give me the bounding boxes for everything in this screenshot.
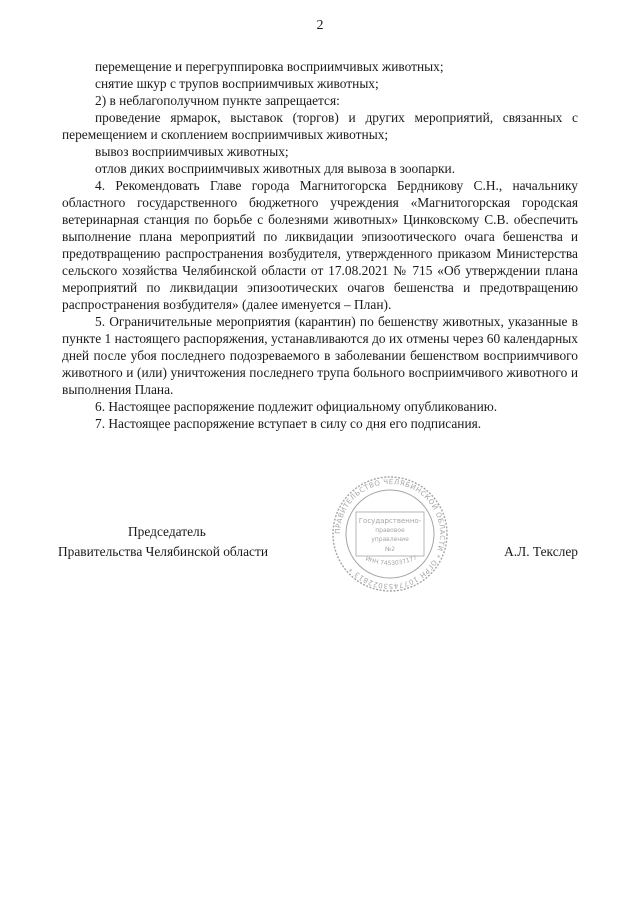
seal-inner-line1: Государственно- [358, 517, 422, 525]
document-body [62, 58, 578, 432]
text-line: 2) в неблагополучном пункте запрещается: [95, 93, 340, 108]
seal-inner-line2: правовое [375, 527, 405, 534]
seal-bottom-text: ИНН 7453037177 [364, 554, 419, 568]
paragraph-6: 6. Настоящее распоряжение подлежит официальному опубликованию. [95, 399, 498, 414]
signer-name: А.Л. Текслер [504, 544, 578, 559]
official-seal-stamp [328, 474, 452, 594]
signer-title-line2: Правительства Челябинской области [58, 544, 268, 559]
paragraph-7: 7. Настоящее распоряжение вступает в силу со дня его подписания. [95, 416, 482, 431]
seal-inner-line4: №2 [384, 546, 396, 553]
page-number: 2 [316, 18, 324, 33]
signer-title-line1: Председатель [128, 524, 206, 539]
seal-inner-line3: управление [371, 536, 409, 543]
signature-block [58, 523, 578, 613]
text-line: перемещение и перегруппировка восприимчивых животных; [95, 59, 444, 74]
text-line: отлов диких восприимчивых животных для вывоза в зоопарки. [95, 161, 456, 176]
text-line: вывоз восприимчивых животных; [95, 144, 289, 159]
paragraph-4: 4. Рекомендовать Главе города Магнитогорска Бердникову С.Н., начальнику областного государственного бюджетного учреждения «Магнитогорская городская ветеринарная станция по борьбе с болезнями животных» Цинковскому С.В. обеспечить выполнение плана мероприятий по ликвидации эпизоотического очага бешенства и предотвращению распространения возбудителя, утвержденного приказом Министерства сельского хозяйства Челябинской области от 17.08.2021 № 715 «Об утверждении плана мероприятий по ликвидации эпизоотических очагов бешенства и предотвращению распространения возбудителя» (далее именуется – План). [62, 178, 578, 312]
text-line: проведение ярмарок, выставок (торгов) и других мероприятий, связанных с перемещением и скоплением восприимчивых животных; [62, 110, 578, 142]
seal-ring-text: ПРАВИТЕЛЬСТВО ЧЕЛЯБИНСКОЙ ОБЛАСТИ * ОГРН 1077453022813 * [333, 477, 447, 591]
paragraph-5: 5. Ограничительные мероприятия (карантин) по бешенству животных, указанные в пункте 1 настоящего распоряжения, устанавливаются до их отмены через 60 календарных дней после убоя последнего подозреваемого в заболевании бешенством восприимчивого животного и (или) уничтожения последнего трупа больного восприимчивого животного и выполнения Плана. [62, 314, 578, 397]
text-line: снятие шкур с трупов восприимчивых животных; [95, 76, 379, 91]
